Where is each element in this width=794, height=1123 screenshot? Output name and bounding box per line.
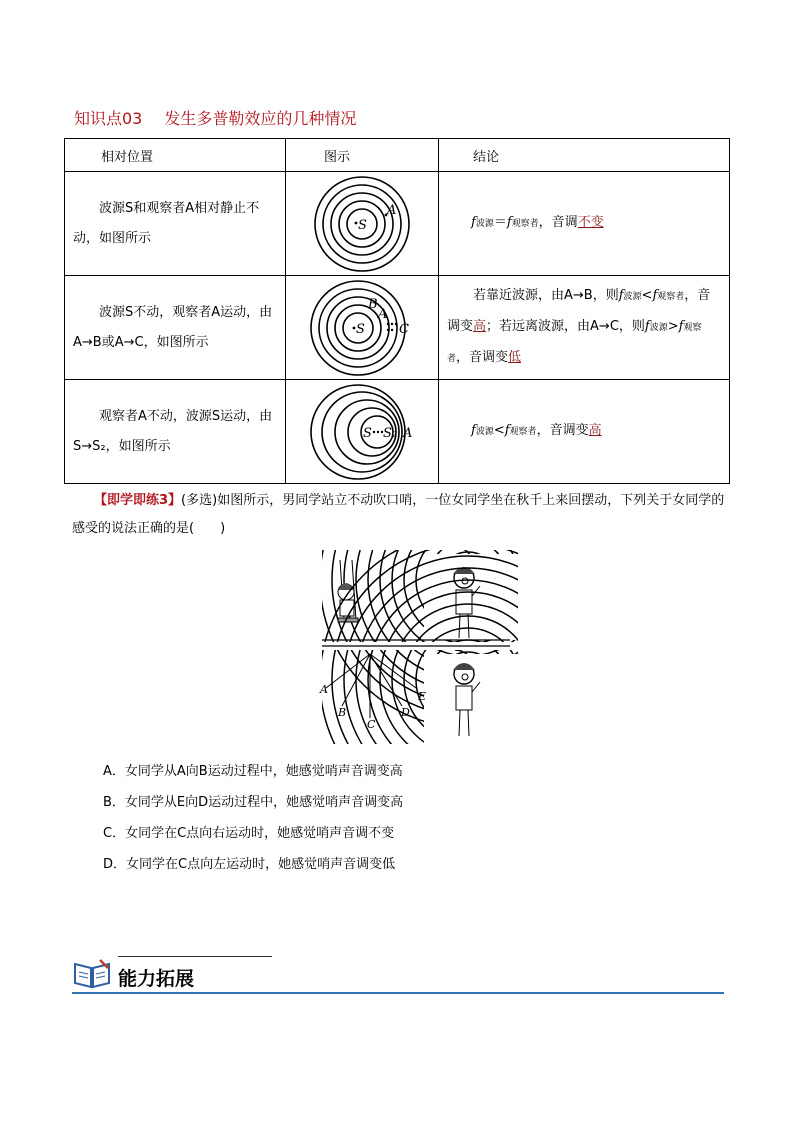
header-position: 相对位置 — [65, 139, 286, 172]
girl-on-swing — [338, 560, 358, 622]
exercise-prompt — [72, 487, 732, 543]
static-waves-figure — [312, 174, 412, 274]
row2-position: 波源S不动，观察者A运动，由A→B或A→C，如图所示 — [65, 276, 286, 380]
svg-text:S: S — [356, 321, 365, 337]
header-figure: 图示 — [286, 139, 439, 172]
svg-text:A: A — [403, 425, 413, 441]
row2-figure — [286, 276, 439, 380]
observer-moving-figure — [310, 278, 414, 378]
option-c[interactable]: C．女同学在C点向右运动时，她感觉哨声音调不变 — [103, 826, 395, 841]
label-a: A — [387, 202, 397, 218]
exercise-label: 【即学即练3】 — [94, 493, 182, 508]
svg-text:B: B — [368, 296, 378, 312]
row3-conclusion: f波源<f观察者，音调变高 — [439, 380, 730, 484]
doppler-table — [64, 138, 730, 484]
svg-text:S₂: S₂ — [383, 425, 398, 441]
header-conclusion: 结论 — [439, 139, 730, 172]
row3-figure — [286, 380, 439, 484]
table-row — [65, 172, 730, 276]
swing-illustration — [314, 550, 518, 744]
option-a[interactable]: A．女同学从A向B运动过程中，她感觉哨声音调变高 — [103, 764, 403, 779]
svg-text:A: A — [378, 306, 388, 322]
swing-label-a: A — [320, 683, 328, 696]
exercise-text: (多选)如图所示，男同学站立不动吹口哨，一位女同学坐在秋千上来回摆动，下列关于女同学的感受的说法正确的是( ) — [72, 493, 725, 536]
option-d[interactable]: D．女同学在C点向左运动时，她感觉哨声音调变低 — [103, 857, 396, 872]
swing-label-e: E — [418, 690, 427, 703]
heading-title: 发生多普勒效应的几种情况 — [164, 109, 357, 128]
swing-label-d: D — [401, 706, 410, 719]
option-b[interactable]: B．女同学从E向D运动过程中，她感觉哨声音调变高 — [103, 795, 404, 810]
row1-figure — [286, 172, 439, 276]
table-row — [65, 380, 730, 484]
row2-conclusion: 若靠近波源，由A→B，则f波源<f观察者，音调变高；若远离波源，由A→C，则f波源>f观察者，音调变低 — [439, 276, 730, 380]
answer-options — [103, 756, 403, 880]
swing-label-c: C — [367, 718, 376, 731]
section-banner — [72, 954, 724, 994]
table-header-row — [65, 139, 730, 172]
conclusion-keyword: 不变 — [577, 215, 604, 230]
section-title: 能力拓展 — [118, 968, 195, 990]
row1-position: 波源S和观察者A相对静止不动，如图所示 — [65, 172, 286, 276]
section-heading — [74, 106, 356, 129]
heading-number: 知识点03 — [74, 109, 143, 128]
label-s: S — [358, 217, 367, 233]
book-icon — [72, 958, 112, 990]
svg-text:S: S — [363, 425, 372, 441]
swing-label-b: B — [338, 706, 347, 719]
table-row — [65, 276, 730, 380]
source-moving-figure — [310, 382, 414, 482]
svg-text:C: C — [399, 321, 409, 337]
row3-position: 观察者A不动，波源S运动，由S→S₂，如图所示 — [65, 380, 286, 484]
row1-conclusion: f波源＝f观察者，音调不变 — [439, 172, 730, 276]
